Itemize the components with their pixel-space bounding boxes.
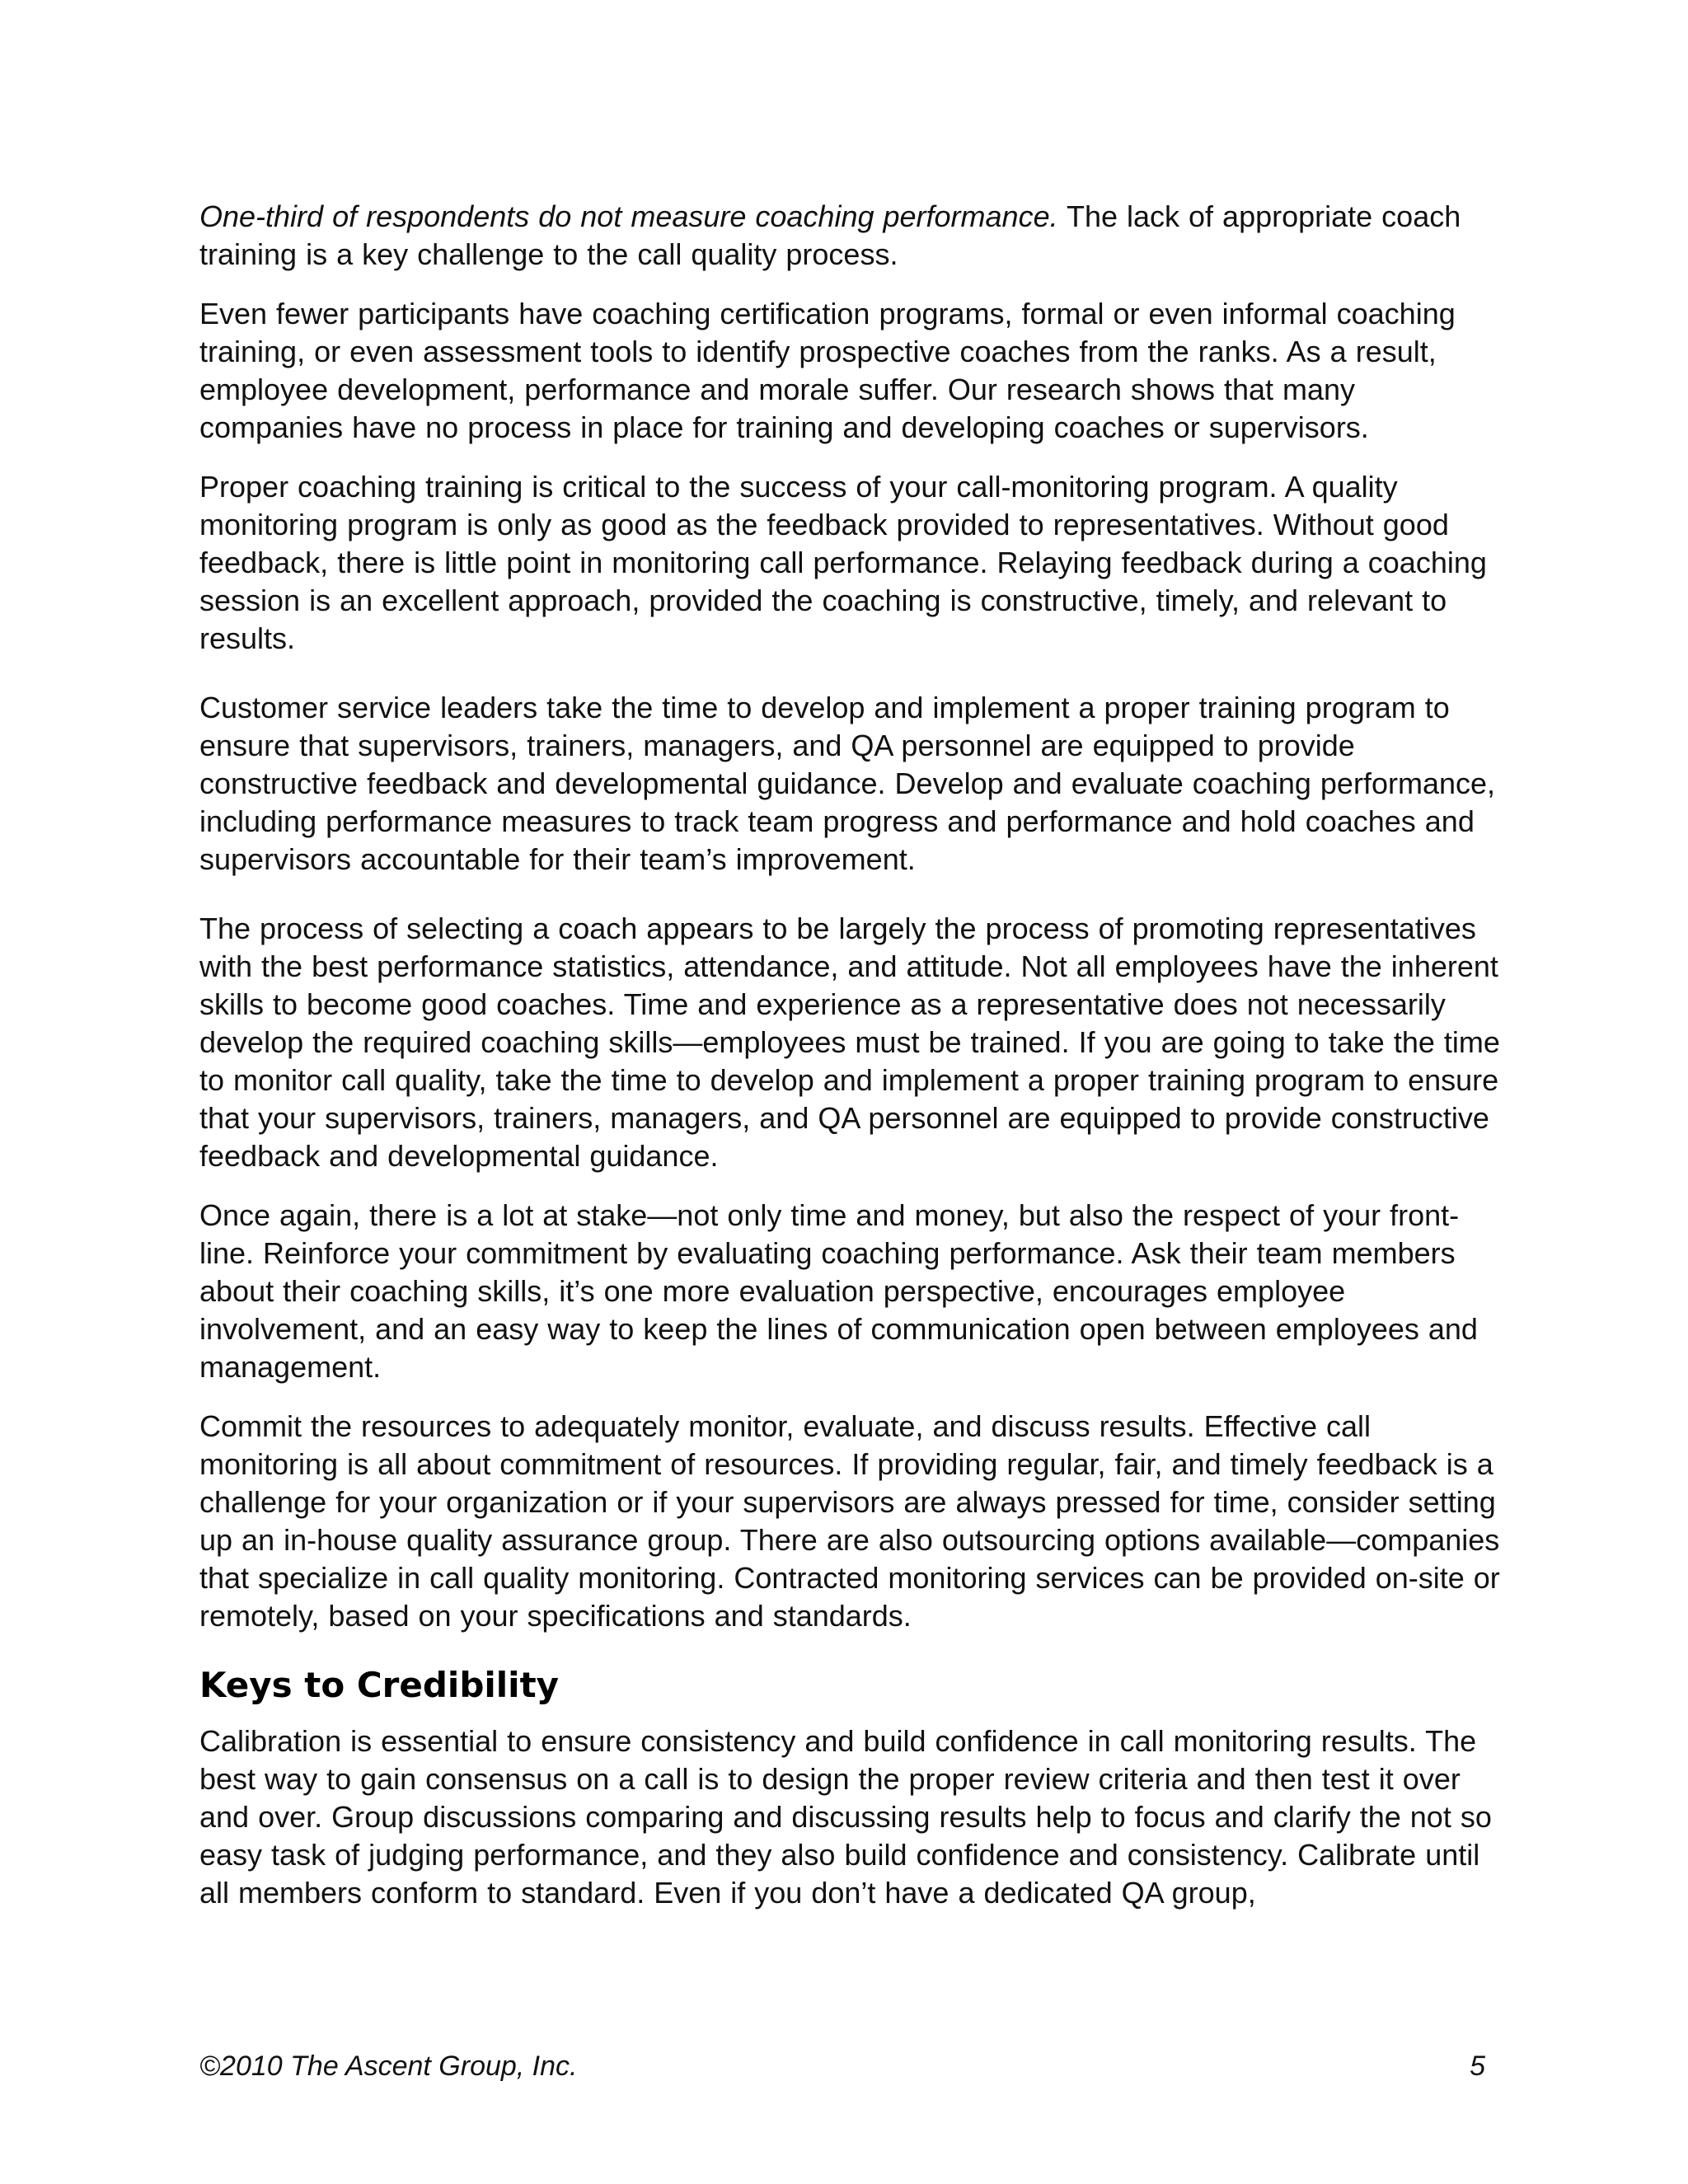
footer-copyright: ©2010 The Ascent Group, Inc. [199, 2050, 578, 2082]
paragraph-customer-service-leaders: Customer service leaders take the time to develop and implement a proper training program to ensure that supervisors, trainers, managers, and QA personnel are equipped to provide constructive feedback and developmental guidance. Develop and evaluate coaching performance, including performance measures to track team progress and performance and hold coaches and supervisors accountable for their team’s improvement. [199, 691, 1496, 876]
paragraph-commit-resources: Commit the resources to adequately monitor, evaluate, and discuss results. Effective call monitoring is all about commitment of resources. If providing regular, fair, and timely feedback is a challenge for your organization or if your supervisors are always pressed for time, consider setting up an in-house quality assurance group. There are also outsourcing options available—companies that specialize in call quality monitoring. Contracted monitoring services can be provided on-site or remotely, based on your specifications and standards. [199, 1409, 1500, 1633]
paragraph-calibration: Calibration is essential to ensure consistency and build confidence in call monitoring results. The best way to gain consensus on a call is to design the proper review criteria and then test it over and over. Group discussions comparing and discussing results help to focus and clarify the not so easy task of judging performance, and they also build confidence and consistency. Calibrate until all members conform to standard. Even if you don’t have a dedicated QA group, [199, 1724, 1492, 1910]
paragraph-selecting-a-coach: The process of selecting a coach appears to be largely the process of promoting representatives with the best performance statistics, attendance, and attitude. Not all employees have the inherent skills to become good coaches. Time and experience as a representative does not necessarily develop the required coaching skills—employees must be trained. If you are going to take the time to monitor call quality, take the time to develop and implement a proper training program to ensure that your supervisors, trainers, managers, and QA personnel are equipped to provide constructive feedback and developmental guidance. [199, 912, 1500, 1173]
intro-paragraph [199, 198, 1502, 274]
intro-italic-lead: One-third of respondents do not measure coaching performance. [199, 199, 1058, 233]
page-body [199, 198, 1502, 1912]
page-footer [199, 2046, 1485, 2087]
intro-rest: The lack of appropriate coach training is a key challenge to the call quality process. [199, 199, 1461, 271]
footer-page-number: 5 [1470, 2050, 1485, 2082]
paragraph-proper-coaching-training: Proper coaching training is critical to the success of your call-monitoring program. A quality monitoring program is only as good as the feedback provided to representatives. Without good feedback, there is little point in monitoring call performance. Relaying feedback during a coaching session is an excellent approach, provided the coaching is constructive, timely, and relevant to results. [199, 470, 1487, 655]
paragraph-lot-at-stake: Once again, there is a lot at stake—not only time and money, but also the respect of your front-line. Reinforce your commitment by evaluating coaching performance. Ask their team members about their coaching skills, it’s one more evaluation perspective, encourages employee involvement, and an easy way to keep the lines of communication open between employees and management. [199, 1198, 1478, 1384]
section-heading: Keys to Credibility [199, 1665, 560, 1705]
paragraph-coaching-certification: Even fewer participants have coaching certification programs, formal or even informal coaching training, or even assessment tools to identify prospective coaches from the ranks. As a result, employee development, performance and morale suffer. Our research shows that many companies have no process in place for training and developing coaches or supervisors. [199, 297, 1456, 444]
